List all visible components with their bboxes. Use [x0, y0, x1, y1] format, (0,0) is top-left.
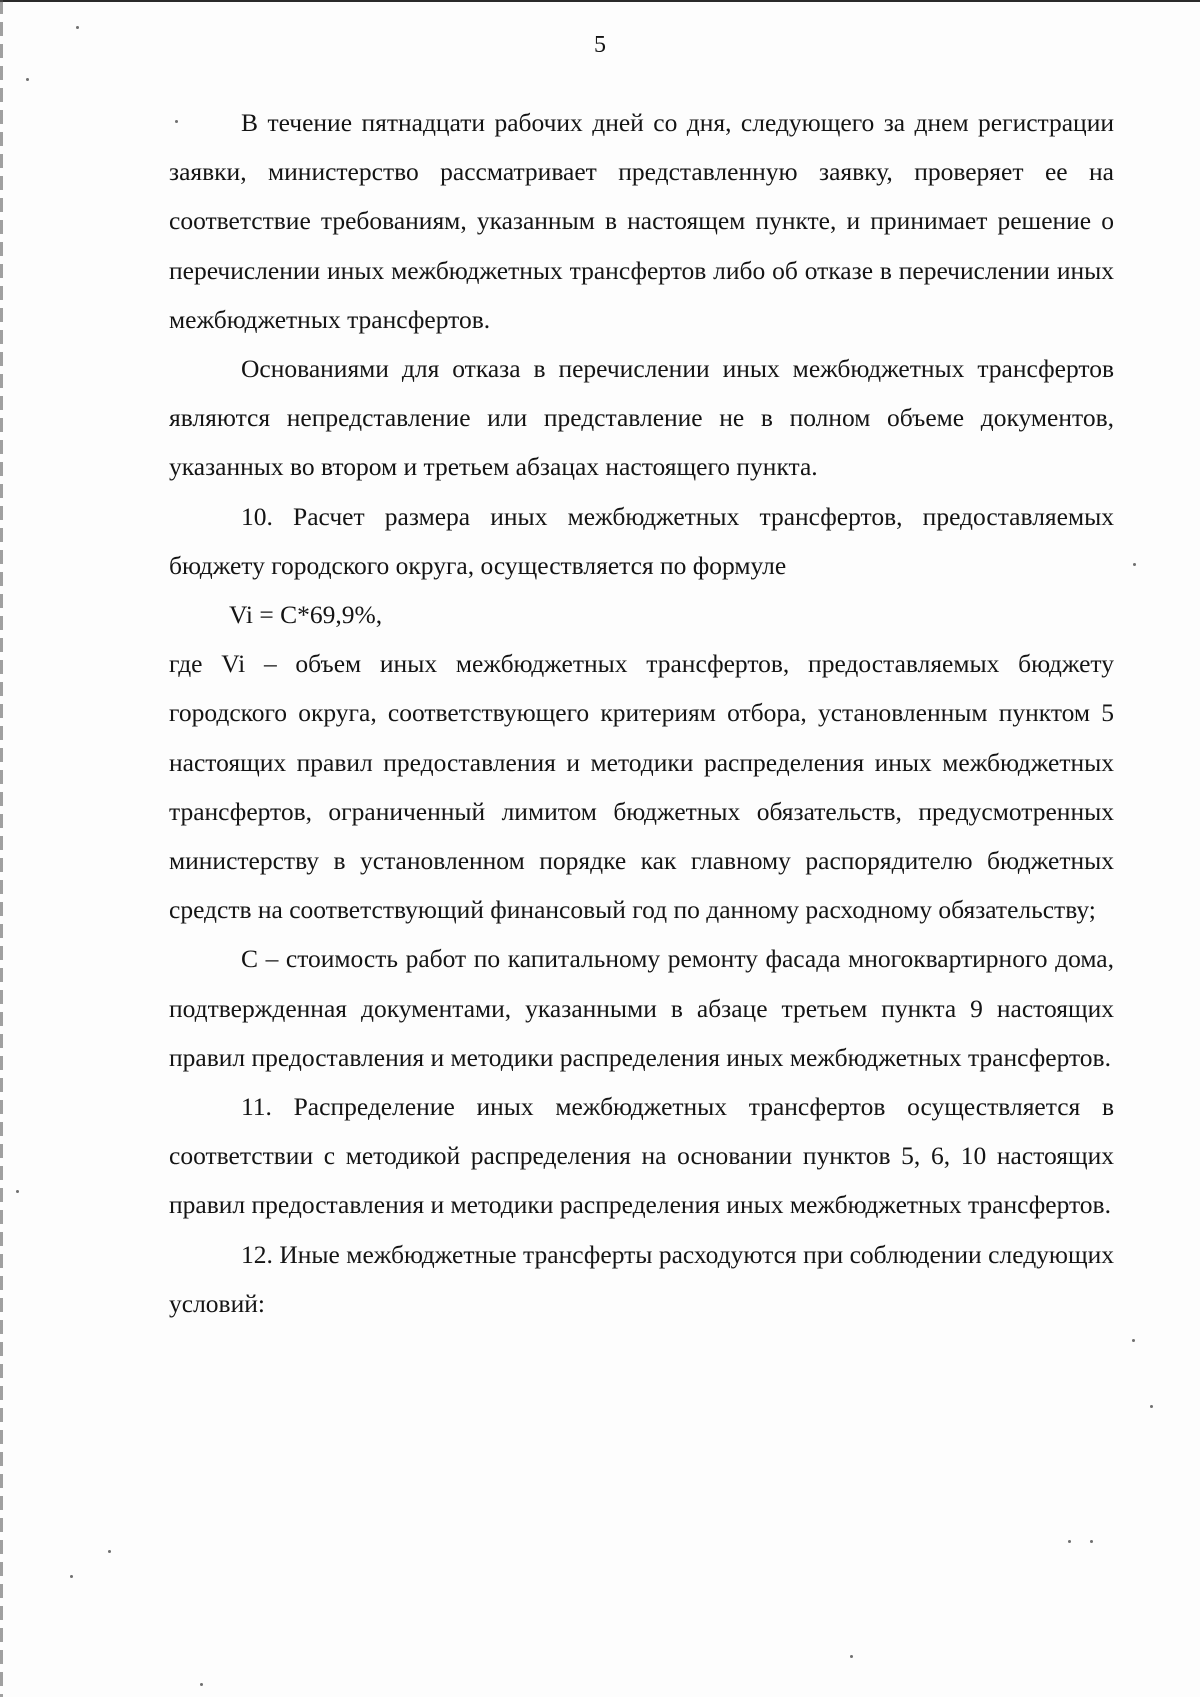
scan-speck: [200, 1683, 203, 1686]
scan-speck: [850, 1655, 853, 1658]
scan-speck: [16, 1190, 19, 1193]
scan-speck: [1090, 1540, 1093, 1543]
scan-speck: [76, 26, 79, 29]
paragraph-12-conditions: 12. Иные межбюджетные трансферты расходуются при соблюдении следующих условий:: [169, 1239, 1114, 1318]
formula: Vi = C*69,9%,: [229, 600, 383, 630]
paragraph-11-distribution: 11. Распределение иных межбюджетных трансфертов осуществляется в соответствии с методикой распределения на основании пунктов 5, 6, 10 настоящих правил предоставления и методики распределения иных межбюджетных трансфертов.: [169, 1092, 1114, 1220]
paragraph-vi-definition: где Vi – объем иных межбюджетных трансфертов, предоставляемых бюджету городского округа, соответствующего критериям отбора, установленным пунктом 5 настоящих правил предоставления и методики распределения иных межбюджетных трансфертов, ограниченный лимитом бюджетных обязательств, предусмотренных министерству в установленном порядке как главному распорядителю бюджетных средств на соответствующий финансовый год по данному расходному обязательству;: [169, 649, 1114, 925]
scan-speck: [26, 78, 29, 81]
paragraph-c-definition: С – стоимость работ по капитальному ремонту фасада многоквартирного дома, подтвержденная документами, указанными в абзаце третьем пункта 9 настоящих правил предоставления и методики распределения иных межбюджетных трансфертов.: [169, 944, 1114, 1072]
scan-speck: [108, 1550, 111, 1553]
page-number: 5: [594, 32, 606, 58]
paragraph-review-period: В течение пятнадцати рабочих дней со дня, следующего за днем регистрации заявки, министерство рассматривает представленную заявку, проверяет ее на соответствие требованиям, указанным в настоящем пункте, и принимает решение о перечислении иных межбюджетных трансфертов либо об отказе в перечислении иных межбюджетных трансфертов.: [169, 108, 1114, 334]
document-body: [169, 98, 1114, 1328]
top-edge-line: [0, 0, 1200, 2]
scan-speck: [1133, 563, 1136, 566]
scan-speck: [70, 1575, 73, 1578]
scan-speck: [1150, 1405, 1153, 1408]
scan-speck: [1068, 1540, 1071, 1543]
scan-speck: [1132, 1339, 1135, 1342]
left-scan-edge: [0, 0, 3, 1697]
scan-speck: [175, 120, 178, 123]
paragraph-refusal-grounds: Основаниями для отказа в перечислении иных межбюджетных трансфертов являются непредставление или представление не в полном объеме документов, указанных во втором и третьем абзацах настоящего пункта.: [169, 354, 1114, 482]
paragraph-10-calculation: 10. Расчет размера иных межбюджетных трансфертов, предоставляемых бюджету городского округа, осуществляется по формуле: [169, 501, 1114, 580]
